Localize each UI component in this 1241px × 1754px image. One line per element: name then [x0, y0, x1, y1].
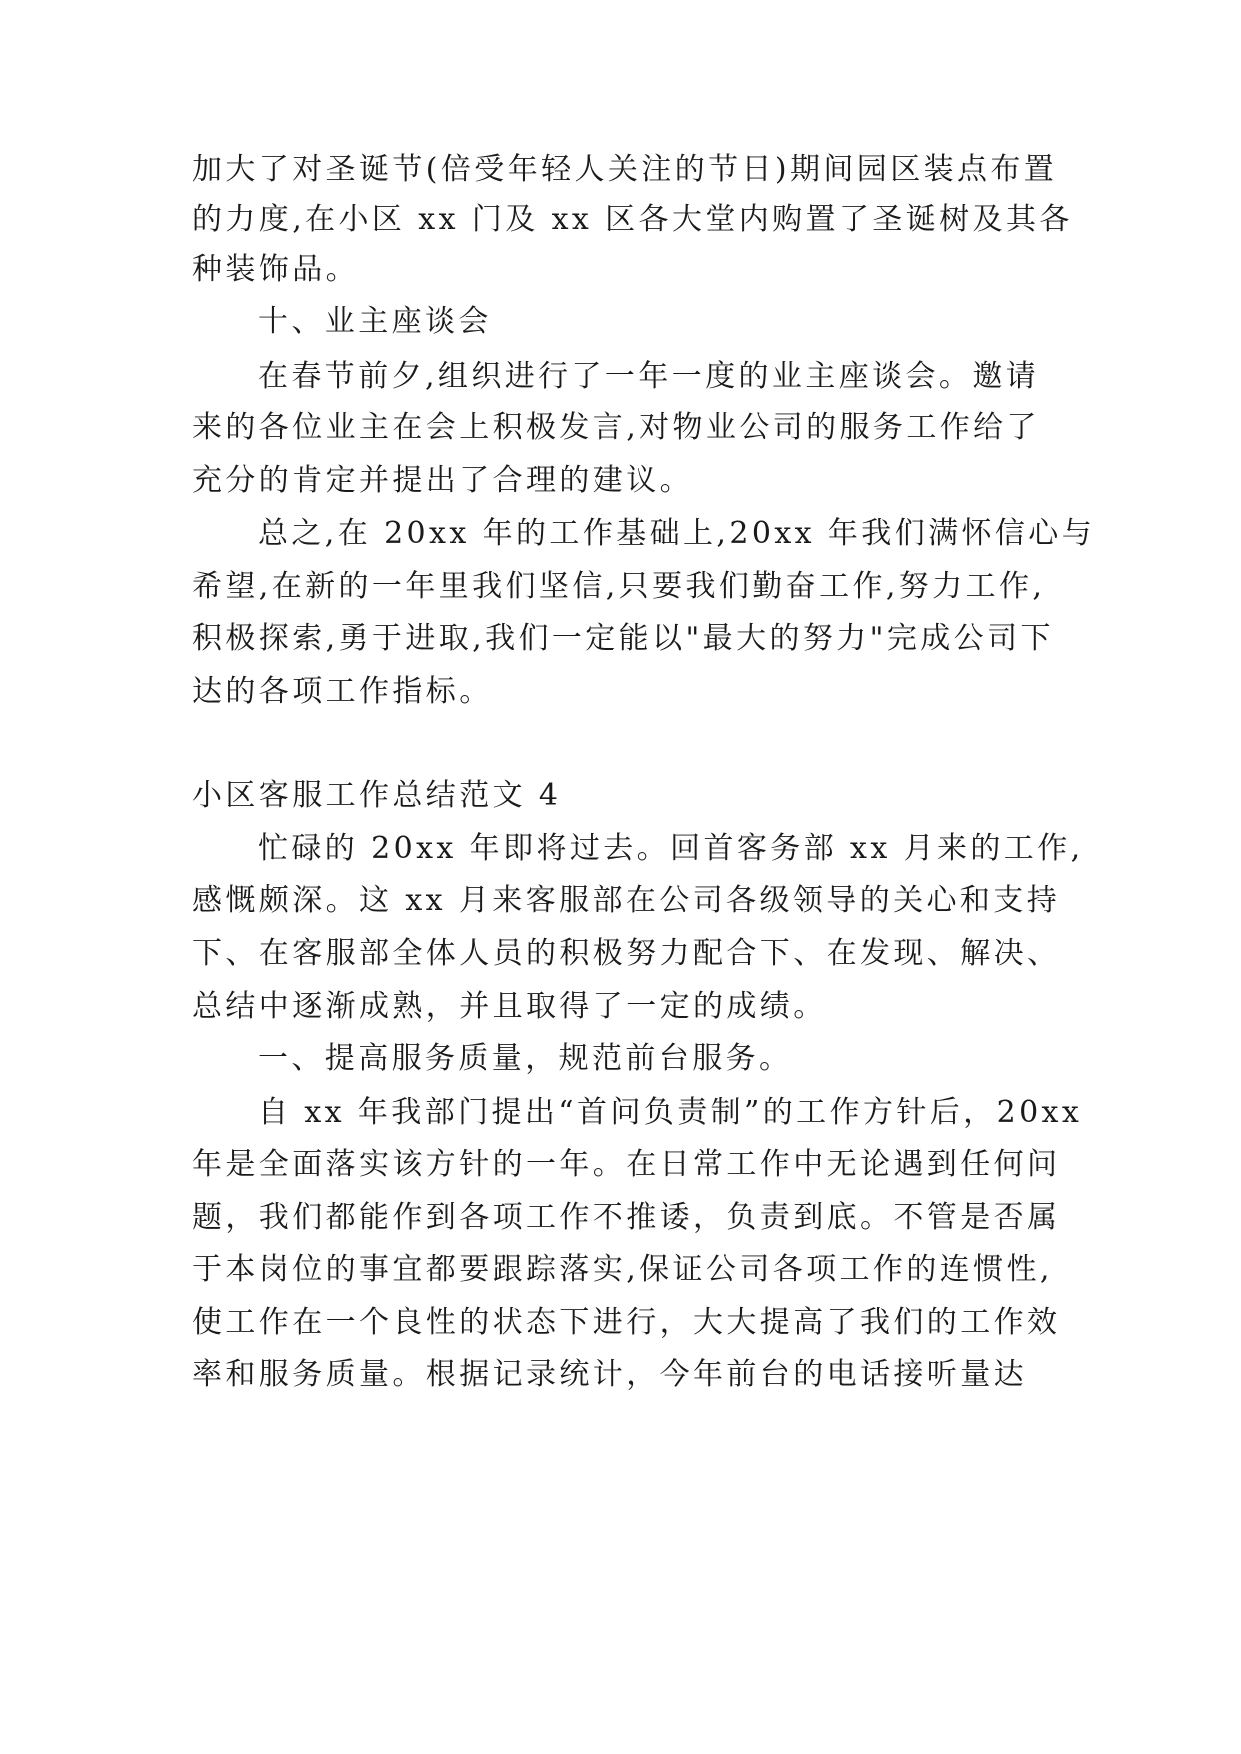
paragraph-line: 自 xx 年我部门提出“首问负责制”的工作方针后，20xx	[258, 1095, 1083, 1130]
section-heading: 一、提高服务质量，规范前台服务。	[258, 1041, 793, 1076]
paragraph-line: 年是全面落实该方针的一年。在日常工作中无论遇到任何问	[192, 1147, 1061, 1182]
paragraph-line: 的力度,在小区 xx 门及 xx 区各大堂内购置了圣诞树及其各	[192, 202, 1073, 237]
paragraph-line: 种装饰品。	[192, 252, 359, 287]
paragraph-line: 忙碌的 20xx 年即将过去。回首客务部 xx 月来的工作,	[258, 831, 1084, 866]
paragraph-line: 使工作在一个良性的状态下进行，大大提高了我们的工作效	[192, 1305, 1061, 1340]
paragraph-line: 加大了对圣诞节(倍受年轻人关注的节日)期间园区装点布置	[192, 152, 1058, 187]
paragraph-line: 下、在客服部全体人员的积极努力配合下、在发现、解决、	[192, 936, 1061, 971]
paragraph-line: 题，我们都能作到各项工作不推诿，负责到底。不管是否属	[192, 1200, 1061, 1235]
paragraph-line: 积极探索,勇于进取,我们一定能以"最大的努力"完成公司下	[192, 621, 1054, 656]
article-title: 小区客服工作总结范文 4	[192, 778, 562, 813]
section-heading: 十、业主座谈会	[258, 304, 492, 339]
paragraph-line: 来的各位业主在会上积极发言,对物业公司的服务工作给了	[192, 410, 1040, 445]
paragraph-line: 总之,在 20xx 年的工作基础上,20xx 年我们满怀信心与	[258, 516, 1096, 551]
paragraph-line: 于本岗位的事宜都要跟踪落实,保证公司各项工作的连惯性,	[192, 1252, 1053, 1287]
paragraph-line: 总结中逐渐成熟，并且取得了一定的成绩。	[192, 989, 827, 1024]
paragraph-line: 达的各项工作指标。	[192, 674, 493, 709]
paragraph-line: 充分的肯定并提出了合理的建议。	[192, 463, 693, 498]
paragraph-line: 率和服务质量。根据记录统计，今年前台的电话接听量达	[192, 1357, 1027, 1392]
paragraph-line: 感慨颇深。这 xx 月来客服部在公司各级领导的关心和支持	[192, 883, 1061, 918]
paragraph-line: 在春节前夕,组织进行了一年一度的业主座谈会。邀请	[258, 359, 1040, 394]
paragraph-line: 希望,在新的一年里我们坚信,只要我们勤奋工作,努力工作,	[192, 569, 1046, 604]
